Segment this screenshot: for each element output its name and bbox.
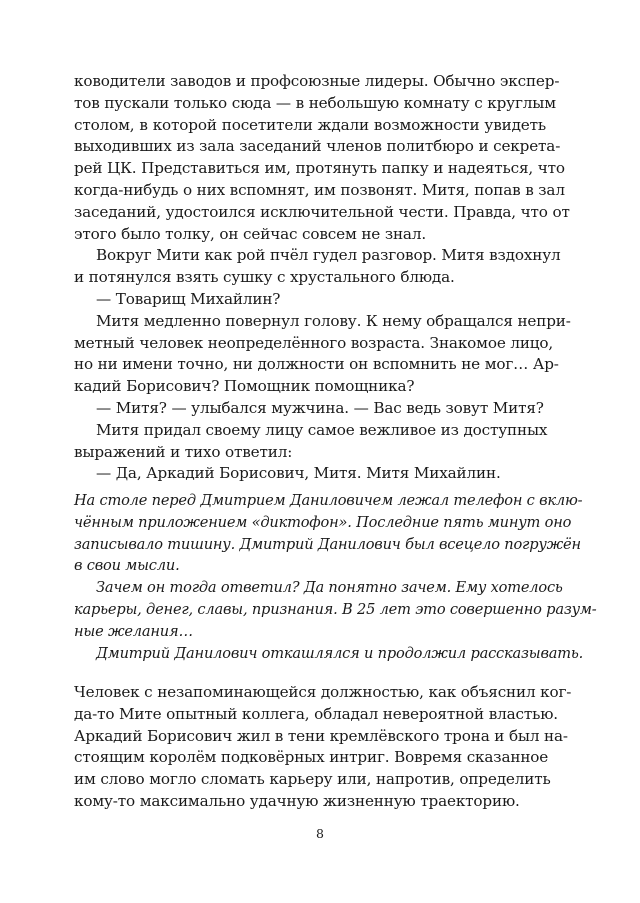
text-line: чённым приложением «диктофон». Последние пять минут оно xyxy=(74,513,572,531)
text-line: Человек с незапоминающейся должностью, как объяснил ког- xyxy=(74,683,572,701)
text-line: записывало тишину. Дмитрий Данилович был всецело погружён xyxy=(74,535,581,553)
text-line: — Да, Аркадий Борисович, Митя. Митя Михайлин. xyxy=(96,464,501,483)
text-line: карьеры, денег, славы, признания. В 25 лет это совершенно разум- xyxy=(74,600,597,618)
italic-text-block xyxy=(74,490,597,664)
text-line: На столе перед Дмитрием Даниловичем лежал телефон с вклю- xyxy=(74,492,583,509)
text-line: в свои мысли. xyxy=(74,557,180,575)
text-line: им слово могло сломать карьеру или, напротив, определить xyxy=(74,770,551,789)
text-line: стоящим королём подковёрных интриг. Вовремя сказанное xyxy=(74,748,549,767)
text-line: Дмитрий Данилович откашлялся и продолжил рассказывать. xyxy=(96,644,584,662)
text-line: — Митя? — улыбался мужчина. — Вас ведь зовут Митя? xyxy=(96,398,544,417)
text-line: Митя медленно повернул голову. К нему обращался непри- xyxy=(96,311,571,330)
text-line: ководители заводов и профсоюзные лидеры. Обычно экспер- xyxy=(74,72,560,90)
text-line: выражений и тихо ответил: xyxy=(74,442,293,461)
text-line: тов пускали только сюда — в небольшую комнату с круглым xyxy=(74,93,556,112)
text-line: этого было толку, он сейчас совсем не знал. xyxy=(74,224,427,243)
text-line: — Товарищ Михайлин? xyxy=(96,289,281,308)
text-line: ные желания… xyxy=(74,622,193,640)
text-line: и потянулся взять сушку с хрустального блюда. xyxy=(74,268,455,287)
text-line: Вокруг Мити как рой пчёл гудел разговор. Митя вздохнул xyxy=(96,246,561,265)
text-line: рей ЦК. Представиться им, протянуть папку и надеяться, что xyxy=(74,159,565,178)
text-line: когда-нибудь о них вспомнят, им позвонят. Митя, попав в зал xyxy=(74,180,565,199)
text-line: метный человек неопределённого возраста. Знакомое лицо, xyxy=(74,333,554,352)
text-line: Аркадий Борисович жил в тени кремлёвского трона и был на- xyxy=(74,726,568,745)
text-block-2 xyxy=(74,682,572,813)
text-line: да-то Мите опытный коллега, обладал невероятной властью. xyxy=(74,704,558,723)
text-line: столом, в которой посетители ждали возможности увидеть xyxy=(74,115,546,134)
text-block-1 xyxy=(74,71,571,485)
text-line: Митя придал своему лицу самое вежливое из доступных xyxy=(96,420,548,439)
text-line: но ни имени точно, ни должности он вспомнить не мог… Ар- xyxy=(74,355,559,374)
text-line: выходивших из зала заседаний членов политбюро и секрета- xyxy=(74,137,561,156)
text-line: кадий Борисович? Помощник помощника? xyxy=(74,377,415,396)
text-line: Зачем он тогда ответил? Да понятно зачем. Ему хотелось xyxy=(96,579,563,597)
page-number: 8 xyxy=(316,826,324,841)
text-line: кому-то максимально удачную жизненную траекторию. xyxy=(74,791,520,810)
text-line: заседаний, удостоился исключительной чести. Правда, что от xyxy=(74,202,570,221)
